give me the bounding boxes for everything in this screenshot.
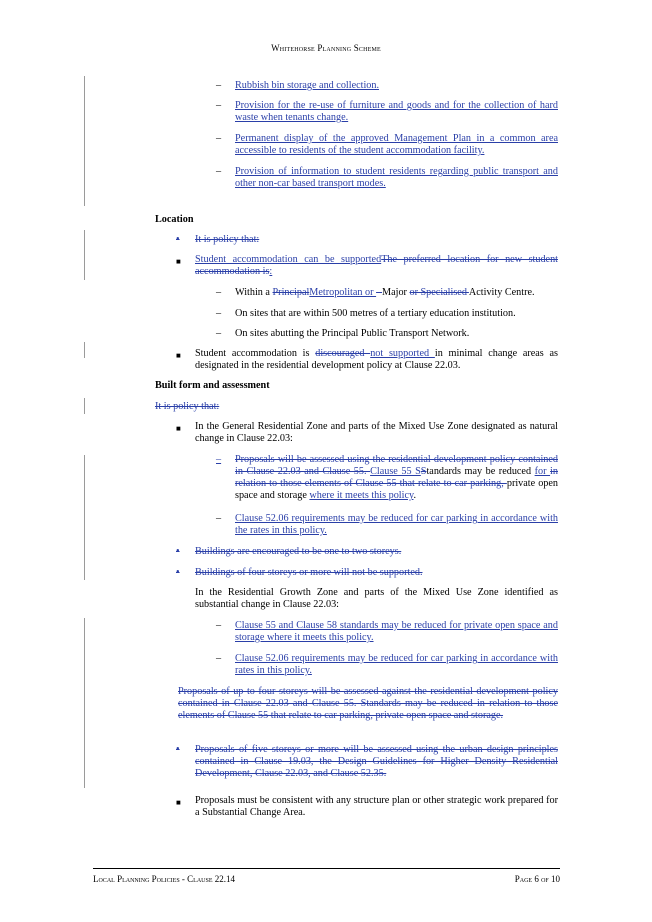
- bullet-marker: ■: [176, 257, 181, 266]
- dash-marker: –: [216, 513, 222, 524]
- footer-left: Local Planning Policies - Clause 22.14: [93, 874, 236, 884]
- deleted-bullet-1: Buildings are encouraged to be one to two storeys.: [195, 546, 402, 557]
- dash-marker: –: [216, 166, 222, 177]
- deleted-text: Principal: [272, 287, 310, 298]
- dash-marker: –: [216, 80, 222, 91]
- text: Within a: [235, 287, 273, 298]
- text: in minimal change areas as designated in the residential development policy at Clause 22.03.: [195, 348, 558, 371]
- change-bar: [84, 398, 85, 414]
- deleted-bullet-2: Buildings of four storeys or more will not be supported.: [195, 567, 423, 578]
- dash-marker: –: [216, 653, 222, 664]
- inserted-text: Metropolitan or: [309, 287, 377, 298]
- text: Student accommodation is: [195, 348, 316, 359]
- deleted-bullet-3: Proposals of five storeys or more will be assessed using the urban design principles contained in Clause 19.03, the Design Guidelines for Higher Density Residential Development, Clause 22.03, and Clause 52.35.: [195, 744, 558, 779]
- deleted-bullet-marker: •: [176, 744, 180, 755]
- change-bar: [84, 618, 85, 788]
- bullet-marker: ■: [176, 424, 181, 433]
- location-bullet-2: [195, 348, 558, 372]
- location-heading: Location: [155, 214, 194, 225]
- page-header: Whitehorse Planning Scheme: [271, 43, 381, 53]
- deleted-bullet-marker: •: [176, 567, 180, 578]
- text: tandards may be reduced: [426, 466, 535, 477]
- location-bullet-1: [195, 254, 558, 278]
- location-sub-1: [235, 287, 565, 299]
- grz-item-2: Clause 52.06 requirements may be reduced for car parking in accordance with the rates in this policy.: [235, 513, 558, 536]
- management-item: Permanent display of the approved Management Plan in a common area accessible to residents of the student accommodation facility.: [235, 133, 558, 156]
- rgz-item-1: Clause 55 and Clause 58 standards may be reduced for private open space and storage where it meets this policy.: [235, 620, 558, 643]
- deleted-intro: It is policy that:: [155, 401, 220, 412]
- built-form-heading: Built form and assessment: [155, 380, 270, 391]
- deleted-text: or Specialised: [409, 287, 469, 298]
- inserted-text: not supported: [370, 348, 435, 359]
- final-bullet: Proposals must be consistent with any structure plan or other strategic work prepared for a Substantial Change Area.: [195, 795, 558, 818]
- text: private open space and storage: [235, 478, 558, 501]
- change-bar: [84, 76, 85, 206]
- deleted-text: in relation to those elements of Clause 55 that relate to car parking,: [235, 466, 558, 489]
- management-item: Provision of information to student residents regarding public transport and other non-car based transport modes.: [235, 166, 558, 189]
- deleted-text: -: [376, 287, 383, 298]
- deleted-text: discouraged: [315, 348, 371, 359]
- dash-marker: –: [216, 287, 222, 298]
- management-item: Provision for the re-use of furniture and goods and for the collection of hard waste when tenants change.: [235, 100, 558, 123]
- text: Major: [382, 287, 410, 298]
- bullet-marker: ■: [176, 798, 181, 807]
- deleted-bullet-marker: •: [176, 546, 180, 557]
- deleted-text: The preferred location for new student accommodation is: [195, 254, 559, 277]
- dash-marker: –: [216, 454, 222, 465]
- dash-marker: –: [216, 133, 222, 144]
- text: .: [413, 490, 416, 501]
- rgz-item-2: Clause 52.06 requirements may be reduced for car parking in accordance with rates in this policy.: [235, 653, 558, 676]
- deleted-bullet-marker: •: [176, 234, 180, 245]
- grz-item-1: [235, 454, 558, 502]
- change-bar: [84, 342, 85, 358]
- grz-intro: In the General Residential Zone and parts of the Mixed Use Zone designated as natural change in Clause 22.03:: [195, 421, 558, 444]
- location-sub-2: On sites that are within 500 metres of a tertiary education institution.: [235, 308, 516, 319]
- deleted-paragraph: Proposals of up to four storeys will be assessed against the residential development policy contained in Clause 22.03 and Clause 55. Standards may be reduced in relation to those elements of Clause 55 that relate to car parking, private open space and storage.: [178, 686, 558, 721]
- deleted-text: Proposals will be assessed using the residential development policy contained in Clause 22.03 and Clause 55.: [235, 454, 558, 477]
- location-sub-3: On sites abutting the Principal Public Transport Network.: [235, 328, 470, 339]
- change-bar: [84, 455, 85, 580]
- inserted-text: Clause 55 S: [370, 466, 421, 477]
- inserted-text: for: [534, 466, 551, 477]
- deleted-text: S: [420, 466, 427, 477]
- footer-right: Page 6 of 10: [514, 874, 560, 884]
- change-bar: [84, 230, 85, 280]
- footer-rule: [93, 868, 560, 869]
- rgz-intro: In the Residential Growth Zone and parts of the Mixed Use Zone identified as substantial change in Clause 22.03:: [195, 587, 558, 610]
- deleted-intro: It is policy that:: [195, 234, 260, 245]
- bullet-marker: ■: [176, 351, 181, 360]
- text: Activity Centre.: [468, 287, 535, 298]
- inserted-text: Student accommodation can be supported: [195, 254, 382, 265]
- inserted-text: :: [269, 266, 273, 277]
- dash-marker: –: [216, 100, 222, 111]
- management-item: Rubbish bin storage and collection.: [235, 80, 380, 91]
- dash-marker: –: [216, 620, 222, 631]
- dash-marker: –: [216, 308, 222, 319]
- dash-marker: –: [216, 328, 222, 339]
- inserted-text: where it meets this policy: [309, 490, 414, 501]
